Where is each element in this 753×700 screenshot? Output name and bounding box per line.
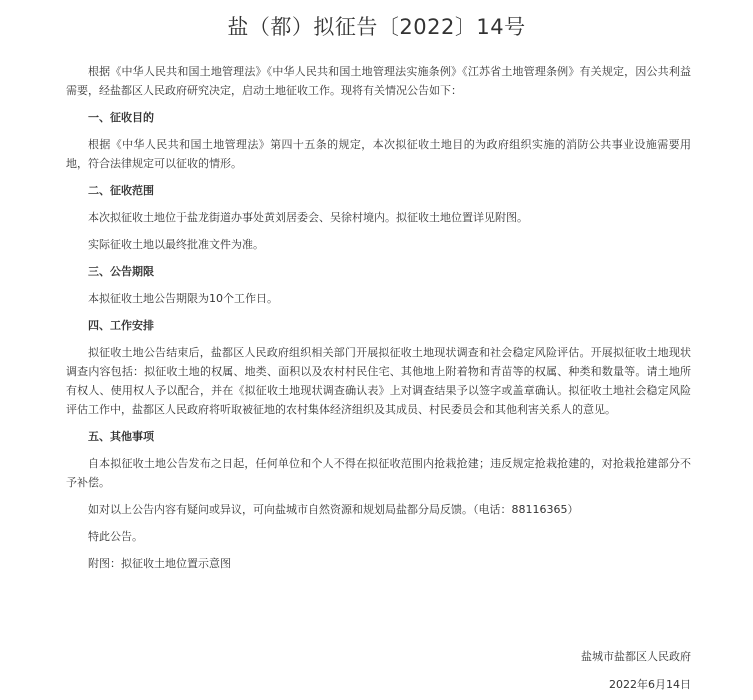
issue-date: 2022年6月14日 bbox=[609, 678, 691, 691]
section-heading-purpose: 一、征收目的 bbox=[88, 111, 154, 124]
section-other-paragraph-1: 自本拟征收土地公告发布之日起，任何单位和个人不得在拟征收范围内抢栽抢建；违反规定抢栽抢建的，对抢栽抢建部分不予补偿。 bbox=[66, 457, 691, 489]
section-heading-arrangement: 四、工作安排 bbox=[88, 319, 154, 332]
section-other-paragraph-3: 特此公告。 bbox=[88, 530, 143, 543]
page-title: 盐（都）拟征告〔2022〕14号 bbox=[227, 15, 526, 39]
section-heading-period: 三、公告期限 bbox=[88, 265, 154, 278]
section-period-paragraph: 本拟征收土地公告期限为10个工作日。 bbox=[88, 292, 278, 305]
section-other-paragraph-2: 如对以上公告内容有疑问或异议，可向盐城市自然资源和规划局盐都分局反馈。（电话：88116365） bbox=[88, 503, 579, 516]
issuer-signature: 盐城市盐都区人民政府 bbox=[581, 650, 691, 663]
intro-paragraph: 根据《中华人民共和国土地管理法》《中华人民共和国土地管理法实施条例》《江苏省土地管理条例》有关规定，因公共利益需要，经盐都区人民政府研究决定，启动土地征收工作。现将有关情况公告如下： bbox=[66, 65, 691, 97]
section-heading-other: 五、其他事项 bbox=[88, 430, 154, 443]
section-purpose-paragraph: 根据《中华人民共和国土地管理法》第四十五条的规定，本次拟征收土地目的为政府组织实施的消防公共事业设施需要用地，符合法律规定可以征收的情形。 bbox=[66, 138, 691, 170]
attachment-link[interactable]: 附图：拟征收土地位置示意图 bbox=[88, 557, 231, 570]
section-scope-paragraph-1: 本次拟征收土地位于盐龙街道办事处黄刘居委会、吴徐村境内。拟征收土地位置详见附图。 bbox=[88, 211, 528, 224]
section-heading-scope: 二、征收范围 bbox=[88, 184, 154, 197]
section-scope-paragraph-2: 实际征收土地以最终批准文件为准。 bbox=[88, 238, 264, 251]
document-body bbox=[66, 62, 691, 581]
section-arrangement-paragraph: 拟征收土地公告结束后，盐都区人民政府组织相关部门开展拟征收土地现状调查和社会稳定风险评估。开展拟征收土地现状调查内容包括：拟征收土地的权属、地类、面积以及农村村民住宅、其他地上附着物和青苗等的权属、种类和数量等。请土地所有权人、使用权人予以配合，并在《拟征收土地现状调查确认表》上对调查结果予以签字或盖章确认。拟征收土地社会稳定风险评估工作中，盐都区人民政府将听取被征地的农村集体经济组织及其成员、村民委员会和其他利害关系人的意见。 bbox=[66, 346, 691, 416]
